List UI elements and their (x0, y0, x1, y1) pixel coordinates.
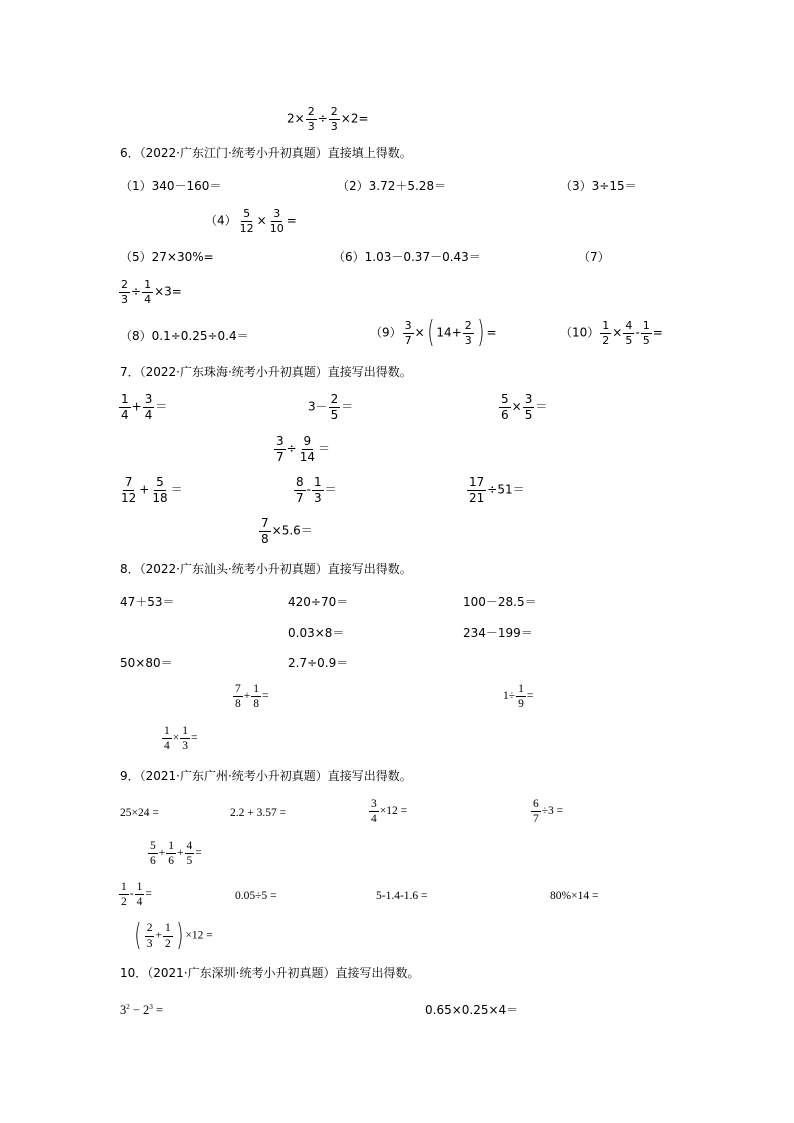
denominator: 3 (464, 333, 472, 347)
equals: ＝ (535, 399, 548, 414)
question-9-heading: 9．（2021·广东广州·统考小升初真题）直接写出得数。 (120, 769, 412, 783)
numerator: 1 (313, 475, 322, 489)
numerator: 4 (185, 840, 195, 854)
numerator: 1 (119, 881, 129, 895)
q9-item-f (118, 881, 152, 908)
fraction (162, 725, 172, 752)
denominator: 4 (164, 740, 170, 753)
denominator: 5 (330, 407, 339, 422)
q6-item-8: （8）0.1÷0.25÷0.4＝ (120, 329, 249, 343)
fraction (600, 320, 611, 346)
equals: = (486, 325, 497, 340)
q6-item-5: （5）27×30%= (120, 250, 214, 264)
operator: × (612, 325, 623, 340)
equals: = (652, 325, 663, 340)
denominator: 2 (602, 333, 610, 347)
denominator: 18 (152, 490, 168, 505)
q8-item-j (161, 725, 198, 752)
operator: + (177, 847, 184, 860)
denominator: 8 (253, 698, 259, 711)
q9-item-e (147, 840, 202, 867)
numerator: 2 (145, 922, 155, 936)
numerator: 3 (273, 207, 281, 220)
q7-item-e (118, 476, 183, 504)
denominator: 4 (144, 292, 152, 306)
numerator: 2 (307, 105, 315, 118)
denominator: 7 (404, 333, 412, 347)
fraction (251, 683, 261, 710)
numerator: 1 (251, 683, 261, 697)
fraction (238, 208, 256, 234)
fraction (150, 476, 169, 504)
numerator: 1 (166, 840, 176, 854)
numerator: 1 (642, 319, 650, 332)
q7-item-c (498, 393, 547, 421)
fraction (135, 881, 145, 908)
right-paren: ) (477, 315, 485, 350)
denominator: 5 (186, 855, 193, 868)
operator: - (129, 888, 134, 901)
q9-item-i: 80%×14 = (550, 890, 599, 902)
item-label: （10） (560, 325, 600, 340)
numerator: 5 (501, 392, 509, 406)
denominator: 2 (121, 896, 127, 909)
denominator: 5 (625, 333, 633, 347)
numerator: 1 (180, 725, 190, 739)
numerator: 3 (369, 798, 379, 812)
equals: = (286, 213, 297, 228)
denominator: 3 (146, 937, 153, 950)
denominator: 5 (642, 333, 650, 347)
equals: ＝ (341, 399, 354, 414)
denominator: 4 (136, 896, 143, 909)
numerator: 1 (162, 725, 172, 739)
text: 1÷ (503, 690, 516, 703)
fraction (259, 517, 271, 545)
fraction (463, 320, 474, 346)
fraction (166, 840, 176, 867)
fraction (268, 208, 286, 234)
denominator: 12 (239, 221, 254, 235)
denominator: 6 (150, 855, 156, 868)
item-label: （4） (205, 213, 237, 228)
numerator: 3 (524, 392, 533, 406)
operator: × (256, 213, 267, 228)
numerator: 7 (261, 516, 269, 530)
q7-item-f (293, 476, 337, 504)
right-paren: ) (176, 918, 184, 953)
numerator: 1 (602, 319, 610, 332)
fraction (274, 435, 286, 463)
text: ÷3 = (541, 805, 564, 818)
fraction (369, 798, 379, 825)
denominator: 10 (269, 221, 284, 235)
denominator: 3 (330, 119, 338, 133)
denominator: 7 (533, 813, 539, 826)
q8-item-b: 420÷70＝ (288, 595, 349, 609)
denominator: 8 (235, 698, 241, 711)
numerator: 7 (124, 475, 133, 489)
denominator: 9 (518, 698, 524, 711)
operator: ÷ (286, 441, 297, 456)
denominator: 3 (182, 740, 188, 753)
operator: - (635, 325, 640, 340)
q8-item-i (503, 683, 533, 710)
operator: ÷ (131, 284, 142, 299)
q9-item-h: 5-1.4-1.6 = (376, 890, 428, 902)
fraction (119, 393, 131, 421)
numerator: 1 (135, 881, 145, 895)
denominator: 14 (299, 449, 315, 464)
fraction (143, 393, 155, 421)
numerator: 3 (144, 392, 153, 406)
exponent: 2 (126, 1003, 130, 1011)
fraction (499, 393, 511, 421)
denominator: 3 (307, 119, 315, 133)
fraction (142, 279, 153, 305)
fraction (119, 279, 130, 305)
numerator: 1 (121, 392, 129, 406)
text: ×12 = (379, 805, 408, 818)
q6-item-1: （1）340－160＝ (120, 179, 222, 193)
q6-item-4 (205, 208, 297, 234)
fraction (641, 320, 652, 346)
denominator: 2 (164, 937, 171, 950)
fraction (145, 922, 155, 949)
q10-item-a (120, 1004, 163, 1017)
operator: + (158, 847, 166, 860)
q6-item-2: （2）3.72＋5.28＝ (337, 179, 447, 193)
equals: ＝ (155, 399, 168, 414)
q7-item-a (118, 393, 167, 421)
left-paren: ( (134, 918, 142, 953)
equals: ＝ (324, 482, 337, 497)
numerator: 17 (469, 475, 485, 489)
fraction (294, 476, 306, 504)
q9-item-g: 0.05÷5 = (235, 890, 277, 902)
numerator: 9 (303, 434, 312, 448)
fraction (403, 320, 414, 346)
q9-item-a: 25×24 = (120, 807, 159, 819)
denominator: 3 (313, 490, 322, 505)
fraction (185, 840, 195, 867)
question-7-heading: 7．（2022·广东珠海·统考小升初真题）直接写出得数。 (120, 365, 412, 379)
text: ×3= (154, 284, 182, 299)
text: 14+ (436, 325, 462, 340)
numerator: 5 (243, 207, 251, 220)
fraction (233, 683, 243, 710)
denominator: 12 (121, 490, 137, 505)
fraction (119, 476, 138, 504)
denominator: 4 (371, 813, 377, 826)
text: 3－ (308, 399, 328, 414)
denominator: 5 (524, 407, 533, 422)
text: 3 (120, 1003, 127, 1018)
q7-item-b (308, 393, 353, 421)
fraction (180, 725, 190, 752)
question-8-heading: 8．（2022·广东汕头·统考小升初真题）直接写出得数。 (120, 562, 412, 576)
numerator: 2 (464, 318, 472, 332)
numerator: 5 (156, 475, 164, 489)
equals: ＝ (170, 482, 183, 497)
expression-top (287, 106, 369, 132)
q7-item-g (466, 476, 525, 504)
q8-item-f: 50×80＝ (120, 656, 173, 670)
operator: - (306, 482, 311, 497)
question-6-heading: 6．（2022·广东江门·统考小升初真题）直接填上得数。 (120, 146, 412, 160)
operator: + (155, 929, 162, 942)
q9-item-c (368, 798, 407, 825)
q8-item-d: 0.03×8＝ (288, 626, 345, 640)
denominator: 3 (121, 292, 128, 306)
q7-item-h (258, 517, 313, 545)
numerator: 7 (233, 683, 243, 697)
fraction (516, 683, 526, 710)
denominator: 4 (121, 407, 129, 422)
exponent: 3 (149, 1003, 153, 1011)
fraction (523, 393, 535, 421)
fraction (623, 320, 634, 346)
numerator: 1 (144, 278, 152, 291)
operator: × (511, 399, 522, 414)
denominator: 4 (144, 407, 153, 422)
operator: × (414, 325, 425, 340)
numerator: 2 (330, 392, 339, 406)
operator: ÷ (317, 111, 328, 126)
fraction (306, 106, 317, 132)
item-label: （9） (370, 325, 402, 340)
operator: + (131, 399, 142, 414)
denominator: 8 (261, 531, 269, 546)
equals: = (262, 690, 269, 703)
equals: = (145, 888, 152, 901)
numerator: 5 (148, 840, 158, 854)
q10-item-b: 0.65×0.25×4＝ (425, 1003, 519, 1017)
equals: = (191, 732, 198, 745)
q9-item-b: 2.2 + 3.57 = (230, 807, 287, 819)
denominator: 7 (276, 449, 284, 464)
text: ×5.6＝ (271, 523, 313, 538)
numerator: 6 (531, 798, 541, 812)
q6-item-10 (560, 320, 663, 346)
text: ×12 = (185, 929, 213, 942)
fraction (148, 840, 158, 867)
numerator: 8 (296, 475, 304, 489)
q6-item-7 (118, 279, 182, 305)
q6-item-9 (370, 315, 497, 350)
denominator: 6 (168, 855, 174, 868)
q8-item-e: 234－199＝ (463, 626, 533, 640)
fraction (531, 798, 541, 825)
q8-item-c: 100－28.5＝ (463, 595, 537, 609)
text: ÷51＝ (487, 482, 525, 497)
numerator: 2 (330, 105, 338, 118)
equals: = (152, 1003, 163, 1018)
question-10-heading: 10．（2021·广东深圳·统考小升初真题）直接写出得数。 (120, 966, 420, 980)
denominator: 21 (469, 490, 485, 505)
denominator: 7 (296, 490, 304, 505)
q8-item-g: 2.7÷0.9＝ (288, 656, 349, 670)
q6-item-6: （6）1.03－0.37－0.43＝ (333, 250, 481, 264)
fraction (467, 476, 486, 504)
fraction (329, 106, 340, 132)
numerator: 2 (121, 278, 128, 291)
q9-item-j (132, 918, 213, 953)
q6-item-3: （3）3÷15＝ (560, 179, 637, 193)
text: ×2= (340, 111, 369, 126)
equals: = (526, 690, 534, 703)
operator: + (243, 690, 251, 703)
fraction (119, 881, 129, 908)
q7-item-d (273, 435, 330, 463)
fraction (312, 476, 324, 504)
equals: = (195, 847, 202, 860)
operator: + (139, 482, 150, 497)
text: − 2 (129, 1003, 150, 1018)
operator: × (172, 732, 180, 745)
fraction (329, 393, 341, 421)
text: 2× (287, 111, 305, 126)
q8-item-h (232, 683, 269, 710)
q9-item-d (530, 798, 563, 825)
numerator: 3 (276, 434, 284, 448)
fraction (163, 922, 173, 949)
numerator: 4 (625, 319, 633, 332)
equals: ＝ (317, 441, 330, 456)
q8-item-a: 47＋53＝ (120, 595, 175, 609)
numerator: 3 (404, 318, 412, 332)
fraction (298, 435, 317, 463)
left-paren: ( (427, 315, 435, 350)
numerator: 1 (163, 922, 173, 936)
denominator: 6 (501, 407, 509, 422)
numerator: 1 (516, 683, 526, 697)
q6-item-7-label: （7） (578, 250, 610, 264)
